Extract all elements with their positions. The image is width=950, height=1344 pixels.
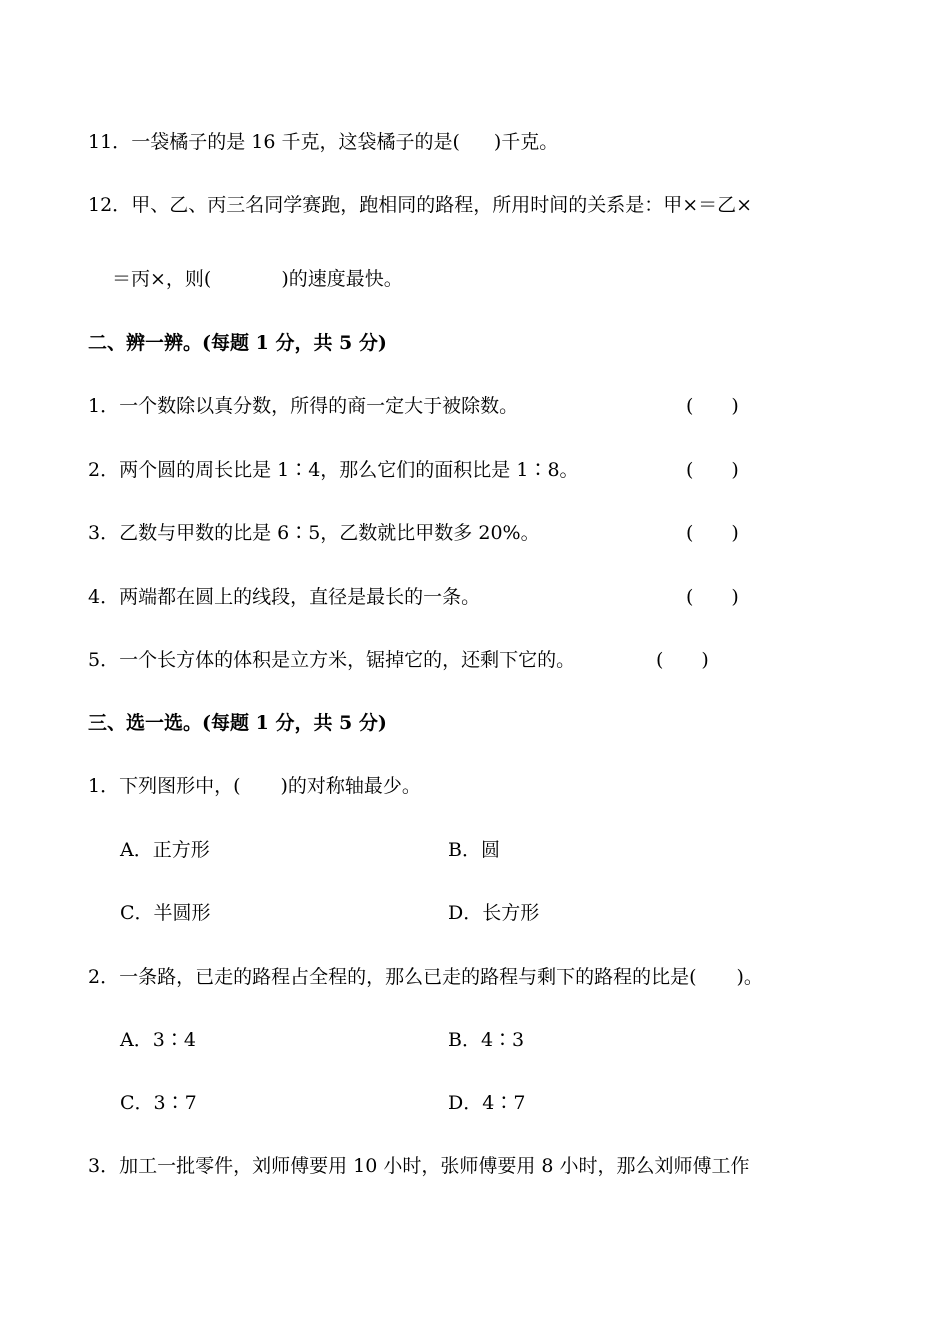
option-label: C． <box>120 1092 154 1114</box>
item-number: 3． <box>88 522 120 544</box>
option-text: 3∶7 <box>153 1092 197 1114</box>
true-false-item-4 <box>88 584 480 610</box>
item-text: 两端都在圆上的线段，直径是最长的一条。 <box>119 586 481 608</box>
option-b[interactable] <box>448 837 500 863</box>
item-text: 一个长方体的体积是立方米，锯掉它的，还剩下它的。 <box>119 649 576 671</box>
section-2-heading: 二、辨一辨。(每题 1 分，共 5 分) <box>88 332 387 354</box>
option-c[interactable] <box>120 900 211 926</box>
question-text-end: )的对称轴最少。 <box>280 775 421 797</box>
question-text: 加工一批零件，刘师傅要用 10 小时，张师傅要用 8 小时，那么刘师傅工作 <box>119 1155 750 1177</box>
option-label: D． <box>448 1092 483 1114</box>
item-text: 乙数与甲数的比是 6∶5，乙数就比甲数多 20%。 <box>119 522 540 544</box>
choice-question-1 <box>88 773 421 799</box>
answer-bracket-5[interactable]: ( ) <box>656 649 709 671</box>
option-d[interactable] <box>448 1090 525 1116</box>
option-text: 正方形 <box>152 839 210 861</box>
true-false-item-1 <box>88 393 518 419</box>
option-label: C． <box>120 902 154 924</box>
option-text: 长方形 <box>482 902 540 924</box>
option-text: 4∶3 <box>480 1029 525 1051</box>
option-label: A． <box>120 1029 153 1051</box>
question-text: 甲、乙、丙三名同学赛跑，跑相同的路程，所用时间的关系是：甲×＝乙× <box>131 194 753 216</box>
section-3-heading: 三、选一选。(每题 1 分，共 5 分) <box>88 712 387 734</box>
option-label: D． <box>448 902 483 924</box>
option-a[interactable] <box>120 837 210 863</box>
question-number: 11． <box>88 131 132 153</box>
option-label: B． <box>448 1029 481 1051</box>
true-false-item-3 <box>88 520 540 546</box>
question-11 <box>88 129 558 155</box>
question-number: 12． <box>88 194 132 216</box>
option-text: 圆 <box>480 839 500 861</box>
question-text-end: )千克。 <box>493 131 559 153</box>
question-12 <box>88 192 752 218</box>
question-text: 一条路，已走的路程占全程的，那么已走的路程与剩下的路程的比是( <box>119 966 697 988</box>
question-text: 一袋橘子的是 16 千克，这袋橘子的是( <box>131 131 460 153</box>
question-text-end: )。 <box>736 966 763 988</box>
option-text: 半圆形 <box>153 902 211 924</box>
option-b[interactable] <box>448 1027 524 1053</box>
answer-bracket-3[interactable]: ( ) <box>686 522 739 544</box>
question-number: 1． <box>88 775 120 797</box>
question-number: 2． <box>88 966 120 988</box>
item-text: 一个数除以真分数，所得的商一定大于被除数。 <box>119 395 519 417</box>
item-text: 两个圆的周长比是 1∶4，那么它们的面积比是 1∶8。 <box>119 459 579 481</box>
item-number: 1． <box>88 395 120 417</box>
option-d[interactable] <box>448 900 539 926</box>
answer-bracket-2[interactable]: ( ) <box>686 459 739 481</box>
option-label: A． <box>120 839 153 861</box>
option-text: 3∶4 <box>152 1029 196 1051</box>
item-number: 5． <box>88 649 120 671</box>
option-c[interactable] <box>120 1090 197 1116</box>
answer-bracket-4[interactable]: ( ) <box>686 586 739 608</box>
option-label: B． <box>448 839 481 861</box>
question-12-line-2 <box>112 266 403 292</box>
item-number: 2． <box>88 459 120 481</box>
choice-question-2 <box>88 964 763 990</box>
option-text: 4∶7 <box>482 1092 526 1114</box>
question-text-end: )的速度最快。 <box>281 268 403 290</box>
question-number: 3． <box>88 1155 120 1177</box>
question-text: 下列图形中，( <box>119 775 241 797</box>
choice-question-3 <box>88 1153 750 1179</box>
option-a[interactable] <box>120 1027 196 1053</box>
item-number: 4． <box>88 586 120 608</box>
answer-bracket-1[interactable]: ( ) <box>686 395 739 417</box>
true-false-item-5 <box>88 647 575 673</box>
true-false-item-2 <box>88 457 579 483</box>
question-text: ＝丙×，则( <box>112 268 212 290</box>
